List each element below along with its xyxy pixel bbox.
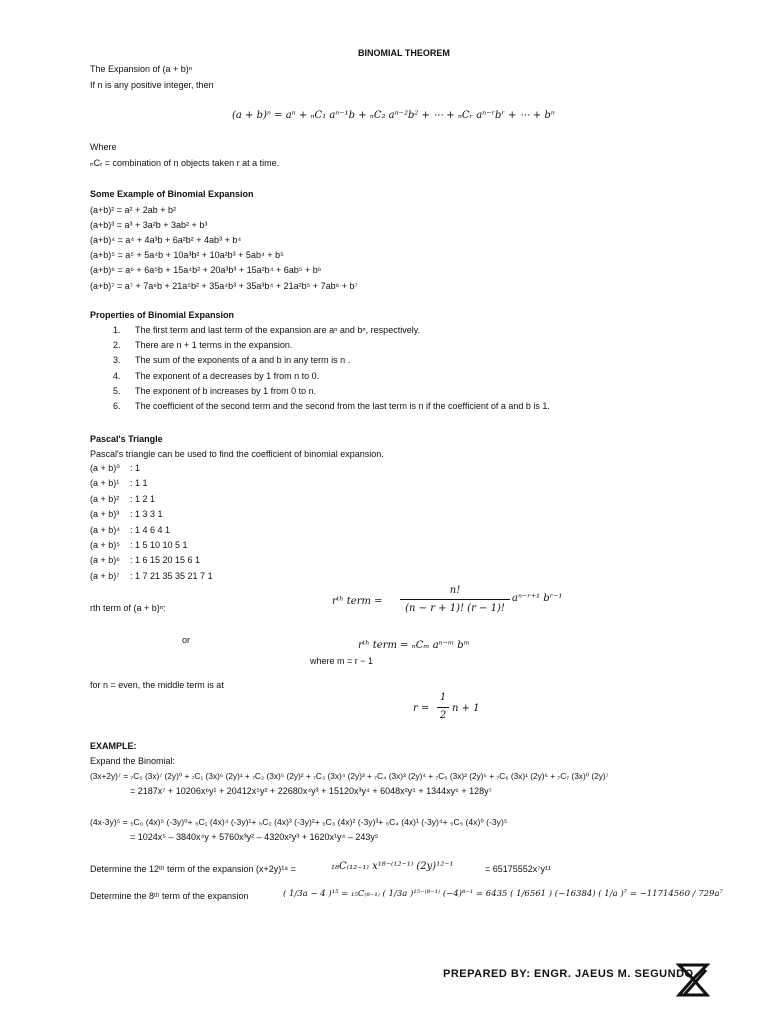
ncr-definition: ₙCᵣ = combination of n objects taken r at a time. [90,158,280,168]
or-label: or [182,635,191,645]
eighth-term-formula: ( 1/3a − 4 )¹⁵ = ₁₅C₍₈₋₁₎ ( 1/3a )¹⁵⁻⁽⁸⁻¹⁾ (−4)⁸⁻¹ = 6435 ( 1/6561 ) (−16384) ( 1/a )⁷ = −11714560 / 729a⁷ [283,889,723,899]
pascal-row [90,540,213,555]
list-item [113,386,550,401]
fraction-bar [437,707,449,708]
example-line: (a+b)⁵ = a⁵ + 5a⁴b + 10a³b² + 10a²b³ + 5ab⁴ + b⁵ [90,250,284,260]
pascal-row-values: : 1 4 6 4 1 [130,524,171,535]
pascal-row-label: (a + b)⁵ [90,539,120,550]
rth-term-lhs: rᵗʰ term = [332,596,383,607]
pascal-row-values: : 1 6 15 20 15 6 1 [130,555,201,566]
example-line: (a+b)³ = a³ + 3a²b + 3ab² + b³ [90,220,208,230]
pascal-row [90,494,213,509]
properties-list [113,325,550,416]
author-logo [676,962,710,998]
example-heading: EXAMPLE: [90,741,137,751]
half-numerator: 1 [439,692,447,703]
middle-term-label: for n = even, the middle term is at [90,680,224,690]
fraction-bar [400,599,510,600]
pascal-description: Pascal's triangle can be used to find the coefficient of binomial expansion. [90,449,384,459]
expansion-3x-2y: (3x+2y)⁷ = ₇C₀ (3x)⁷ (2y)⁰ + ₇C₁ (3x)⁶ (2y)¹ + ₇C₂ (3x)⁵ (2y)² + ₇C₃ (3x)⁴ (2y)³ + ₇C₄ (3x)³ (2y)⁴ + ₇C₅ (3x)² (2y)⁵ + ₇C₆ (3x)¹ (2y)⁶ + ₇C₇ (3x)⁰ (2y)⁷ [90,771,609,781]
pascal-row-values: : 1 7 21 35 35 21 7 1 [130,570,213,581]
hourglass-logo-icon [676,962,710,998]
list-item [113,325,550,340]
item-text: The first term and last term of the expansion are aⁿ and bⁿ, respectively. [135,325,421,335]
expansion-4x-3y: (4x-3y)⁵ = ₅C₀ (4x)⁵ (-3y)⁰+ ₅C₁ (4x)⁴ (-3y)¹+ ₅C₂ (4x)³ (-3y)²+ ₅C₃ (4x)² (-3y)³+ ₅C₄ (4x)¹ (-3y)⁴+ ₅C₅ (4x)⁰ (-3y)⁵ [90,817,508,827]
item-text: The exponent of a decreases by 1 from n to 0. [135,370,320,381]
pascal-row [90,478,213,493]
pascal-row [90,463,213,478]
item-number: 3. [113,355,121,366]
item-number: 1. [113,325,121,335]
list-item [113,340,550,355]
item-text: There are n + 1 terms in the expansion. [135,340,293,351]
pascal-row-values: : 1 3 3 1 [130,509,163,520]
pascal-heading: Pascal's Triangle [90,434,163,444]
m-definition: where m = r − 1 [310,656,374,666]
twelfth-term-label: Determine the 12ᵗʰ term of the expansion (x+2y)¹⁸ = [90,864,296,874]
item-number: 4. [113,370,121,381]
pascal-row-values: : 1 1 [130,478,148,489]
pascal-row-values: : 1 2 1 [130,493,156,504]
pascal-row-label: (a + b)² [90,493,120,504]
where-label: Where [90,142,117,152]
item-text: The coefficient of the second term and the second from the last term is n if the coefficient of a and b is 1. [135,400,550,411]
rth-term-powers: aⁿ⁻ʳ⁺¹ bʳ⁻¹ [512,593,563,604]
expansion-intro: The Expansion of (a + b)ⁿ [90,64,193,74]
pascal-row-label: (a + b)⁷ [90,570,120,581]
pascal-row-values: : 1 5 10 10 5 1 [130,539,188,550]
pascal-triangle [90,463,213,586]
rth-term-alt-formula: rᵗʰ term = ₙCₘ aⁿ⁻ᵐ bᵐ [358,640,470,651]
rth-term-numerator: n! [449,585,461,596]
positive-integer-condition: If n is any positive integer, then [90,80,214,90]
list-item [113,371,550,386]
example-line: (a+b)⁴ = a⁴ + 4a³b + 6a²b² + 4ab³ + b⁴ [90,235,242,245]
item-number: 2. [113,340,121,351]
pascal-row [90,571,213,586]
item-number: 6. [113,400,121,411]
item-number: 5. [113,385,121,396]
properties-heading: Properties of Binomial Expansion [90,310,235,320]
list-item [113,355,550,370]
list-item [113,401,550,416]
expansion-3x-2y-result: = 2187x⁷ + 10206x⁶y¹ + 20412x⁵y² + 22680x⁴y³ + 15120x³y⁴ + 6048x²y⁵ + 1344xy⁶ + 128y⁷ [130,786,492,796]
middle-term-rhs: n + 1 [452,703,480,714]
expansion-4x-3y-result: = 1024x⁵ – 3840x⁴y + 5760x³y² – 4320x²y³ + 1620x¹y⁴ – 243y⁵ [130,832,379,842]
pascal-row-label: (a + b)⁴ [90,524,121,535]
item-text: The sum of the exponents of a and b in any term is n . [135,355,351,366]
prepared-by: PREPARED BY: ENGR. JAEUS M. SEGUNDO [443,968,694,980]
pascal-row-label: (a + b)⁰ [90,463,120,473]
pascal-row [90,555,213,570]
pascal-row [90,525,213,540]
twelfth-term-formula: ₁₈C₍₁₂₋₁₎ x¹⁸⁻⁽¹²⁻¹⁾ (2y)¹²⁻¹ [331,861,454,872]
example-line: (a+b)⁶ = a⁶ + 6a⁵b + 15a⁴b² + 20a³b³ + 15a²b⁴ + 6ab⁵ + b⁶ [90,265,322,275]
page-title: BINOMIAL THEOREM [358,48,450,58]
pascal-row [90,509,213,524]
binomial-formula: (a + b)ⁿ = aⁿ + ₙC₁ aⁿ⁻¹b + ₙC₂ aⁿ⁻²b² + ⋯ + ₙCᵣ aⁿ⁻ʳbʳ + ⋯ + bⁿ [232,110,555,121]
expand-label: Expand the Binomial: [90,756,176,766]
rth-term-label: rth term of (a + b)ⁿ: [90,603,166,613]
half-denominator: 2 [439,710,447,721]
examples-heading: Some Example of Binomial Expansion [90,189,254,199]
middle-term-lhs: r = [413,703,430,714]
eighth-term-label: Determine the 8ᵗʰ term of the expansion [90,891,249,901]
rth-term-denominator: (n − r + 1)! (r − 1)! [405,603,505,614]
pascal-row-label: (a + b)³ [90,509,120,520]
example-line: (a+b)⁷ = a⁷ + 7a⁶b + 21a⁵b² + 35a⁴b³ + 35a³b⁴ + 21a²b⁵ + 7ab⁶ + b⁷ [90,281,358,291]
pascal-row-label: (a + b)⁶ [90,555,120,566]
item-text: The exponent of b increases by 1 from 0 to n. [135,385,317,396]
twelfth-term-result: = 65175552x⁷y¹¹ [485,864,552,874]
example-line: (a+b)² = a² + 2ab + b² [90,205,177,215]
pascal-row-label: (a + b)¹ [90,478,120,489]
pascal-row-values: : 1 [130,463,141,473]
